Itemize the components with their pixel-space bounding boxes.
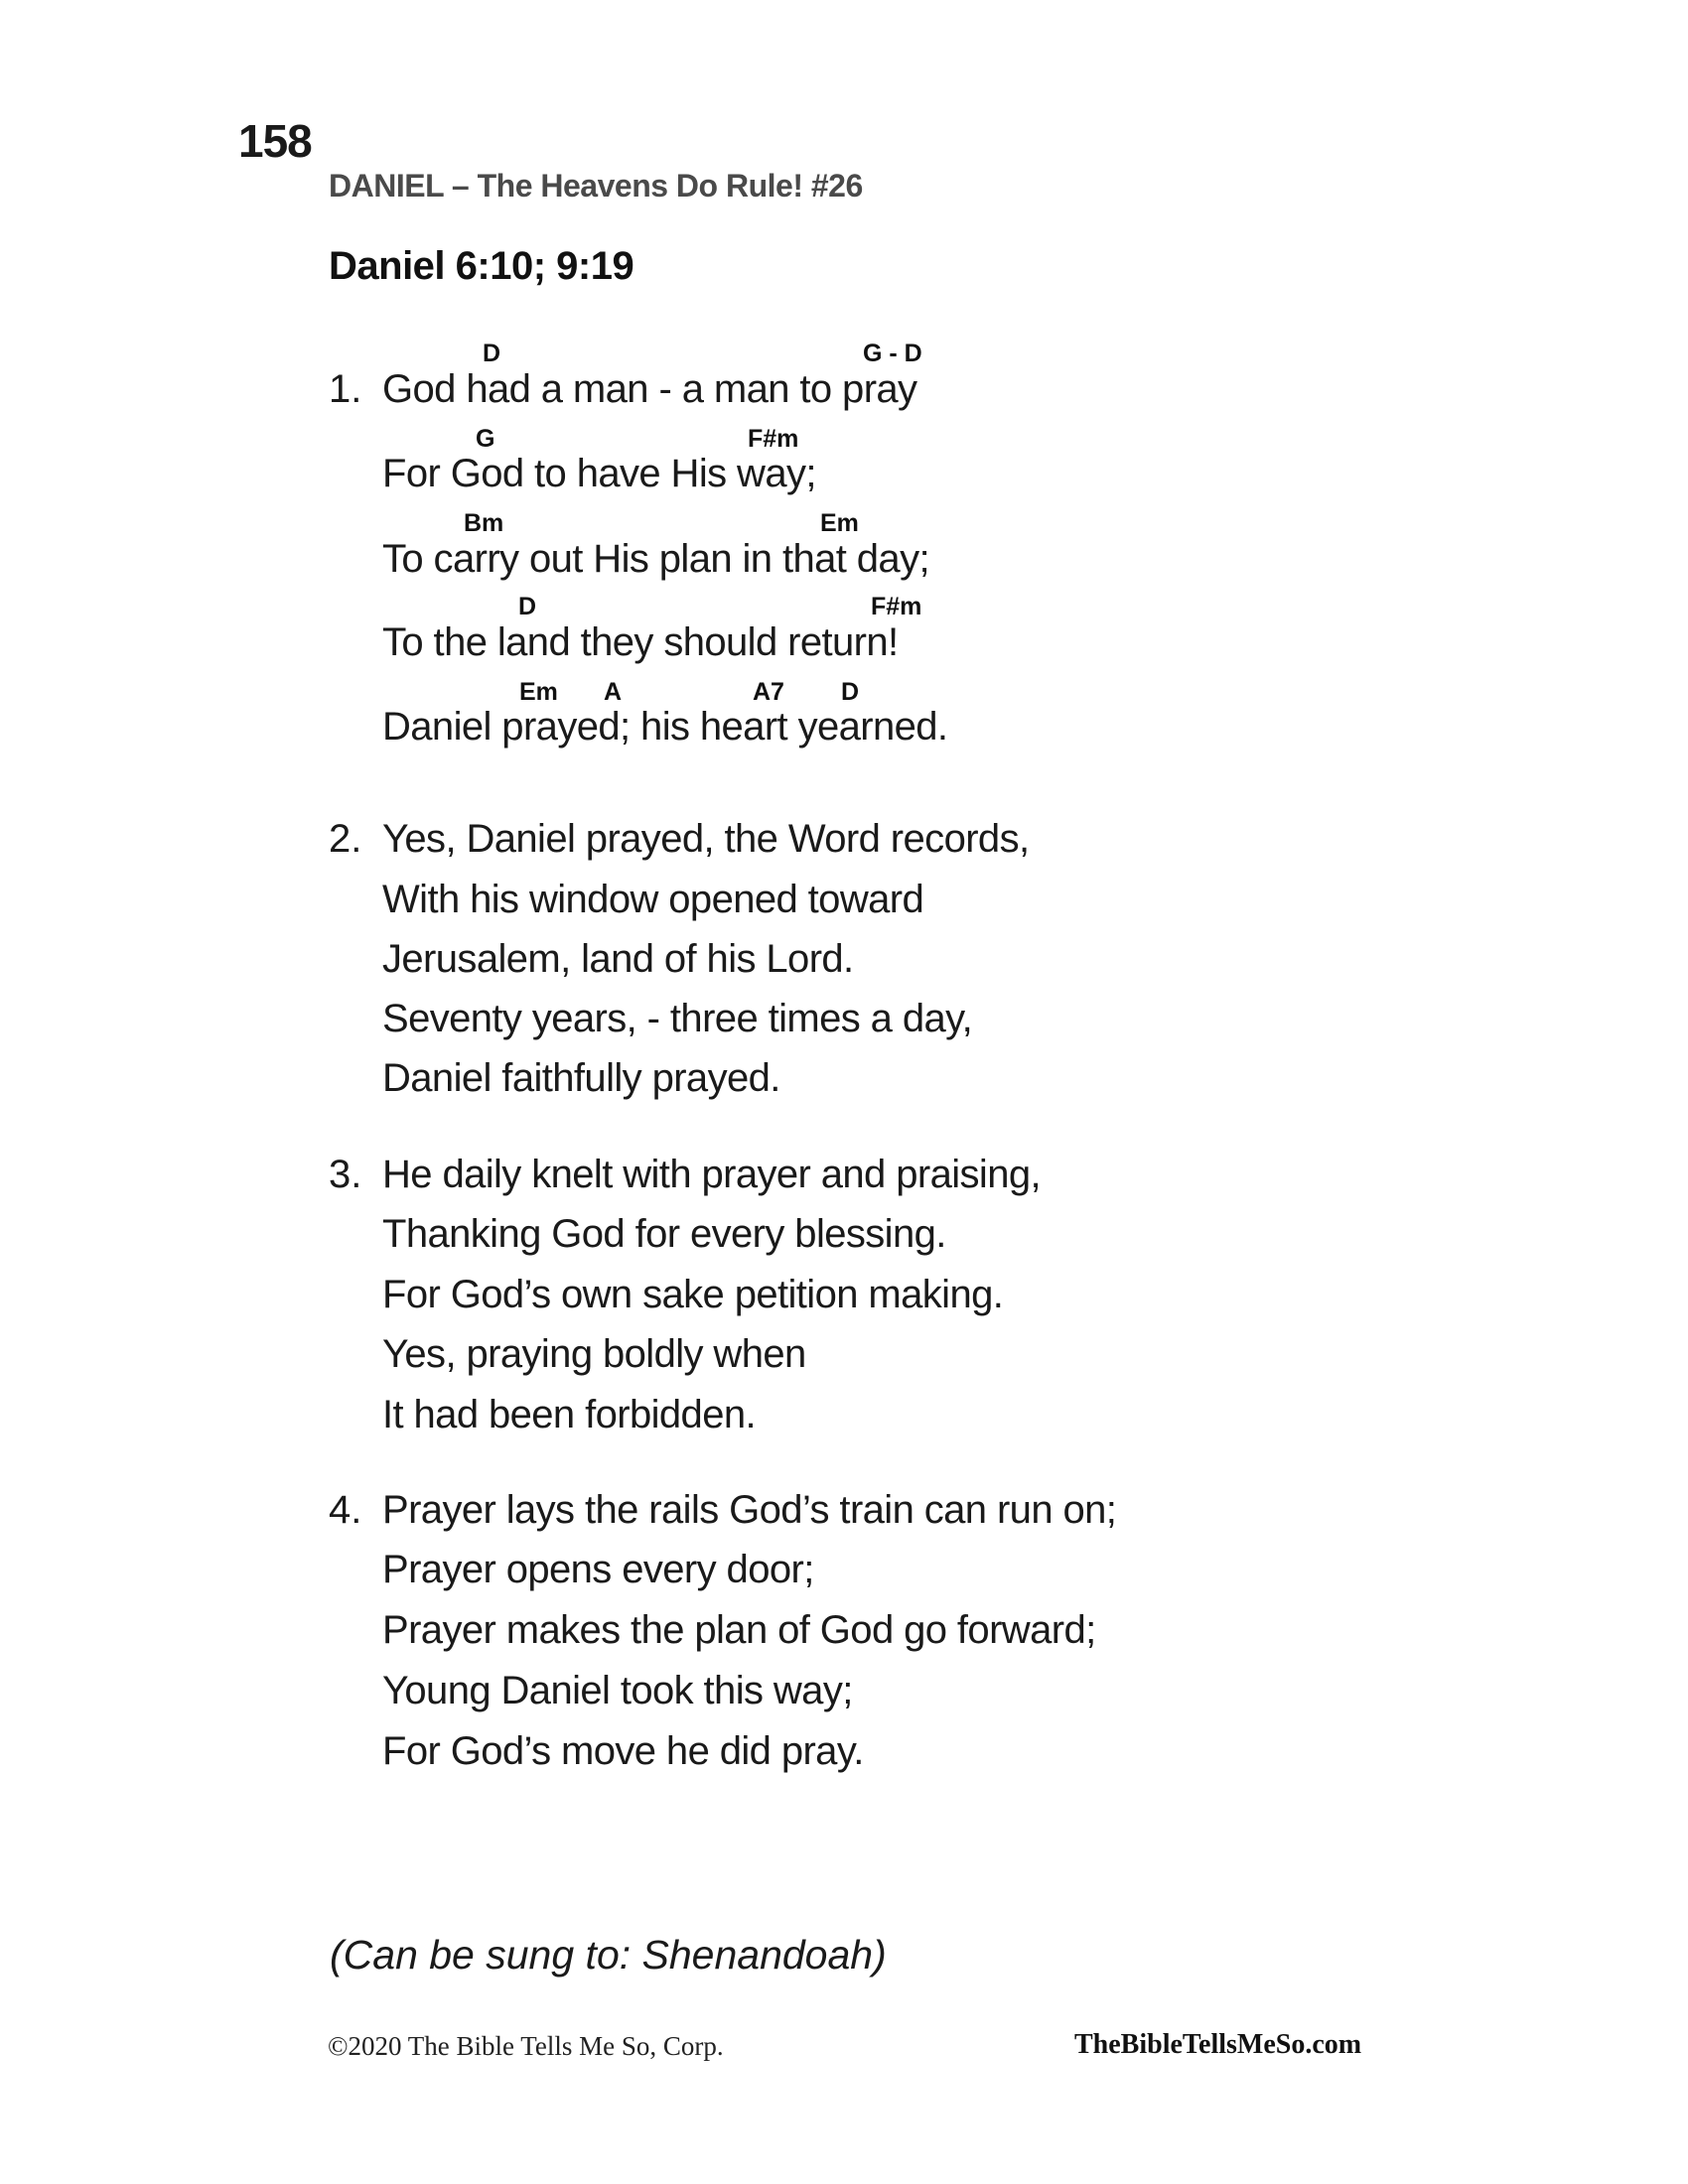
chord: F#m (871, 593, 922, 620)
chord: Em (820, 509, 859, 537)
lyric-line: Jerusalem, land of his Lord. (382, 937, 854, 981)
footer-copyright: ©2020 The Bible Tells Me So, Corp. (328, 2031, 724, 2061)
lyric-line: God had a man - a man to pray (382, 367, 917, 411)
lyric-line: Yes, Daniel prayed, the Word records, (382, 817, 1030, 861)
lyric-line: To carry out His plan in that day; (382, 537, 929, 581)
lyric-line: Young Daniel took this way; (382, 1669, 853, 1712)
verse-number: 1. (329, 367, 362, 411)
lyric-line: For God to have His way; (382, 452, 816, 495)
lyric-line: To the land they should return! (382, 620, 899, 664)
verse-number: 4. (329, 1488, 362, 1532)
lyric-line: Prayer opens every door; (382, 1548, 814, 1591)
lyric-line: Seventy years, - three times a day, (382, 997, 973, 1040)
page-number: 158 (238, 115, 312, 167)
chord: Bm (464, 509, 504, 537)
lyric-line: For God’s move he did pray. (382, 1729, 864, 1773)
lyric-line: Thanking God for every blessing. (382, 1212, 946, 1256)
chord: D (841, 678, 860, 706)
lyric-line: With his window opened toward (382, 878, 924, 921)
chord: A (604, 678, 623, 706)
lyric-line: Prayer makes the plan of God go forward; (382, 1608, 1096, 1652)
chord: D (518, 593, 537, 620)
chord: G (476, 425, 495, 453)
verse-number: 3. (329, 1153, 362, 1196)
lyric-line: Daniel faithfully prayed. (382, 1056, 780, 1100)
song-title: DANIEL – The Heavens Do Rule! #26 (329, 168, 863, 204)
lyric-line: He daily knelt with prayer and praising, (382, 1153, 1042, 1196)
chord: F#m (748, 425, 799, 453)
lyric-line: For God’s own sake petition making. (382, 1273, 1004, 1316)
tune-note: (Can be sung to: Shenandoah) (330, 1932, 887, 1978)
chord: A7 (753, 678, 784, 706)
lyric-line: Prayer lays the rails God’s train can run on; (382, 1488, 1117, 1532)
scripture-reference: Daniel 6:10; 9:19 (329, 244, 634, 288)
chord: D (483, 340, 501, 367)
lyric-line: It had been forbidden. (382, 1393, 756, 1436)
lyric-line: Yes, praying boldly when (382, 1332, 806, 1376)
chord: G - D (863, 340, 922, 367)
lyric-line: Daniel prayed; his heart yearned. (382, 705, 948, 749)
footer-website-link[interactable]: TheBibleTellsMeSo.com (1074, 2029, 1362, 2060)
chord: Em (519, 678, 558, 706)
verse-number: 2. (329, 817, 362, 861)
